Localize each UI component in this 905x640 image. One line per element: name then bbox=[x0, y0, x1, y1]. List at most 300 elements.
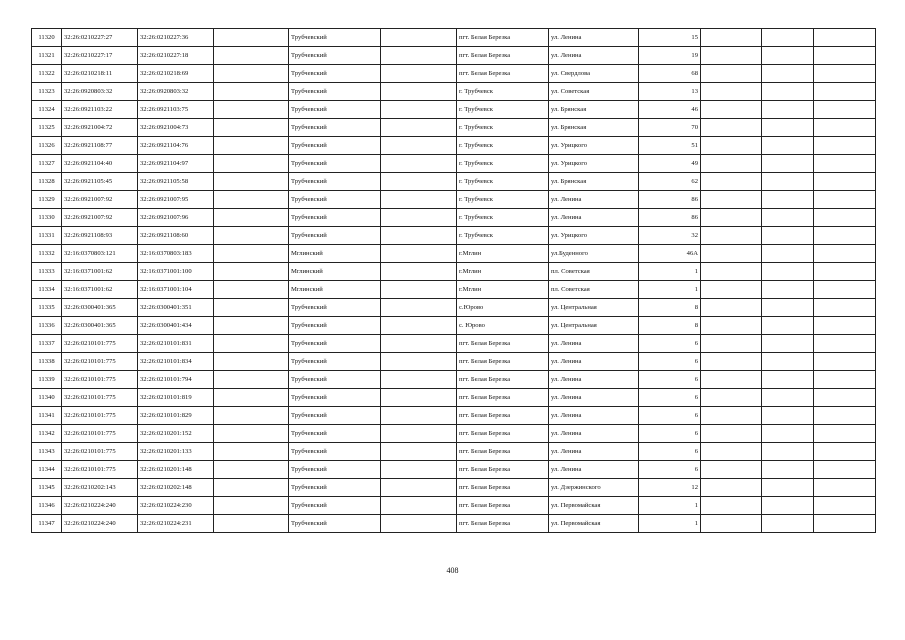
cell-district: Трубчевский bbox=[289, 83, 381, 101]
cell-empty-col bbox=[214, 353, 289, 371]
cell-district: Трубчевский bbox=[289, 101, 381, 119]
cell-district: Мглинский bbox=[289, 263, 381, 281]
cell-house-number: 49 bbox=[639, 155, 701, 173]
table-row bbox=[32, 353, 876, 371]
cell-row-number: 11346 bbox=[32, 497, 62, 515]
cell-empty-col bbox=[214, 119, 289, 137]
cell-row-number: 11343 bbox=[32, 443, 62, 461]
cell-empty-col bbox=[381, 245, 457, 263]
cell-street: ул. Ленина bbox=[549, 389, 639, 407]
cell-district: Трубчевский bbox=[289, 209, 381, 227]
cell-empty-col bbox=[701, 317, 762, 335]
cell-row-number: 11339 bbox=[32, 371, 62, 389]
cell-empty-col bbox=[381, 317, 457, 335]
cell-empty-col bbox=[701, 137, 762, 155]
table-row bbox=[32, 461, 876, 479]
cell-empty-col bbox=[814, 371, 876, 389]
cell-district: Трубчевский bbox=[289, 353, 381, 371]
table-row bbox=[32, 101, 876, 119]
cell-empty-col bbox=[381, 101, 457, 119]
cell-row-number: 11325 bbox=[32, 119, 62, 137]
cell-house-number: 68 bbox=[639, 65, 701, 83]
cell-locality: г.Мглин bbox=[457, 263, 549, 281]
cell-locality: пгт. Белая Березка bbox=[457, 443, 549, 461]
cell-cadastral-number-object: 32:16:0370803:183 bbox=[138, 245, 214, 263]
cell-cadastral-number-parcel: 32:26:0921004:72 bbox=[62, 119, 138, 137]
cell-empty-col bbox=[762, 227, 814, 245]
table-row bbox=[32, 335, 876, 353]
cell-empty-col bbox=[814, 245, 876, 263]
cell-row-number: 11336 bbox=[32, 317, 62, 335]
cell-empty-col bbox=[762, 443, 814, 461]
cell-cadastral-number-parcel: 32:26:0210224:240 bbox=[62, 515, 138, 533]
cell-cadastral-number-object: 32:26:0210202:148 bbox=[138, 479, 214, 497]
cell-empty-col bbox=[814, 263, 876, 281]
cell-cadastral-number-object: 32:26:0210227:36 bbox=[138, 29, 214, 47]
cell-empty-col bbox=[814, 29, 876, 47]
cell-house-number: 6 bbox=[639, 335, 701, 353]
cell-locality: г.Мглин bbox=[457, 245, 549, 263]
cell-empty-col bbox=[381, 353, 457, 371]
cell-cadastral-number-parcel: 32:26:0921103:22 bbox=[62, 101, 138, 119]
cell-street: ул. Ленина bbox=[549, 461, 639, 479]
cell-row-number: 11341 bbox=[32, 407, 62, 425]
cell-empty-col bbox=[381, 173, 457, 191]
cell-empty-col bbox=[762, 155, 814, 173]
cell-empty-col bbox=[814, 353, 876, 371]
cell-empty-col bbox=[214, 389, 289, 407]
cell-cadastral-number-object: 32:26:0210101:819 bbox=[138, 389, 214, 407]
table-row bbox=[32, 29, 876, 47]
table-row bbox=[32, 83, 876, 101]
cell-empty-col bbox=[701, 335, 762, 353]
cell-locality: пгт. Белая Березка bbox=[457, 47, 549, 65]
cell-empty-col bbox=[762, 173, 814, 191]
cell-empty-col bbox=[214, 299, 289, 317]
cell-cadastral-number-parcel: 32:26:0300401:365 bbox=[62, 299, 138, 317]
cell-empty-col bbox=[214, 443, 289, 461]
cell-empty-col bbox=[381, 515, 457, 533]
cell-row-number: 11328 bbox=[32, 173, 62, 191]
cell-empty-col bbox=[381, 479, 457, 497]
cell-empty-col bbox=[814, 281, 876, 299]
table-row bbox=[32, 119, 876, 137]
cell-locality: г. Трубчевск bbox=[457, 83, 549, 101]
cell-empty-col bbox=[381, 227, 457, 245]
cell-street: ул. Ленина bbox=[549, 371, 639, 389]
cell-empty-col bbox=[214, 245, 289, 263]
registry-table bbox=[31, 28, 876, 533]
cell-empty-col bbox=[381, 371, 457, 389]
cell-empty-col bbox=[701, 281, 762, 299]
cell-house-number: 8 bbox=[639, 317, 701, 335]
cell-street: ул. Центральная bbox=[549, 317, 639, 335]
cell-district: Трубчевский bbox=[289, 227, 381, 245]
cell-empty-col bbox=[814, 65, 876, 83]
cell-street: ул. Первомайская bbox=[549, 497, 639, 515]
cell-empty-col bbox=[814, 209, 876, 227]
cell-empty-col bbox=[762, 191, 814, 209]
cell-empty-col bbox=[381, 425, 457, 443]
cell-street: ул. Урицкого bbox=[549, 155, 639, 173]
cell-street: ул. Урицкого bbox=[549, 137, 639, 155]
cell-empty-col bbox=[814, 83, 876, 101]
cell-locality: пгт. Белая Березка bbox=[457, 479, 549, 497]
cell-empty-col bbox=[381, 155, 457, 173]
cell-empty-col bbox=[701, 425, 762, 443]
cell-locality: пгт. Белая Березка bbox=[457, 335, 549, 353]
table-row bbox=[32, 173, 876, 191]
cell-row-number: 11324 bbox=[32, 101, 62, 119]
cell-empty-col bbox=[381, 299, 457, 317]
cell-district: Мглинский bbox=[289, 281, 381, 299]
cell-empty-col bbox=[701, 209, 762, 227]
cell-row-number: 11342 bbox=[32, 425, 62, 443]
cell-empty-col bbox=[381, 497, 457, 515]
cell-cadastral-number-object: 32:26:0210201:148 bbox=[138, 461, 214, 479]
cell-house-number: 8 bbox=[639, 299, 701, 317]
cell-street: пл. Советская bbox=[549, 281, 639, 299]
cell-cadastral-number-object: 32:26:0921007:96 bbox=[138, 209, 214, 227]
cell-empty-col bbox=[214, 47, 289, 65]
cell-empty-col bbox=[701, 65, 762, 83]
cell-empty-col bbox=[814, 299, 876, 317]
cell-empty-col bbox=[814, 191, 876, 209]
cell-empty-col bbox=[214, 191, 289, 209]
table-row bbox=[32, 227, 876, 245]
cell-empty-col bbox=[701, 497, 762, 515]
cell-row-number: 11320 bbox=[32, 29, 62, 47]
cell-empty-col bbox=[762, 47, 814, 65]
cell-empty-col bbox=[762, 335, 814, 353]
cell-district: Трубчевский bbox=[289, 29, 381, 47]
cell-locality: пгт. Белая Березка bbox=[457, 389, 549, 407]
cell-cadastral-number-parcel: 32:16:0371001:62 bbox=[62, 281, 138, 299]
cell-district: Трубчевский bbox=[289, 137, 381, 155]
cell-empty-col bbox=[814, 227, 876, 245]
cell-cadastral-number-object: 32:26:0210224:230 bbox=[138, 497, 214, 515]
cell-district: Трубчевский bbox=[289, 317, 381, 335]
table-row bbox=[32, 389, 876, 407]
cell-cadastral-number-parcel: 32:16:0370803:121 bbox=[62, 245, 138, 263]
cell-empty-col bbox=[814, 407, 876, 425]
table-body bbox=[32, 29, 876, 533]
cell-cadastral-number-parcel: 32:26:0210101:775 bbox=[62, 425, 138, 443]
cell-house-number: 6 bbox=[639, 461, 701, 479]
cell-row-number: 11337 bbox=[32, 335, 62, 353]
cell-empty-col bbox=[762, 371, 814, 389]
cell-empty-col bbox=[762, 29, 814, 47]
table-row bbox=[32, 515, 876, 533]
table-row bbox=[32, 407, 876, 425]
table-row bbox=[32, 209, 876, 227]
cell-empty-col bbox=[701, 263, 762, 281]
cell-empty-col bbox=[762, 389, 814, 407]
cell-empty-col bbox=[381, 47, 457, 65]
cell-empty-col bbox=[214, 479, 289, 497]
cell-empty-col bbox=[214, 101, 289, 119]
cell-district: Трубчевский bbox=[289, 155, 381, 173]
cell-empty-col bbox=[762, 299, 814, 317]
cell-empty-col bbox=[214, 281, 289, 299]
cell-street: ул.Буденного bbox=[549, 245, 639, 263]
table-row bbox=[32, 371, 876, 389]
cell-empty-col bbox=[814, 461, 876, 479]
cell-empty-col bbox=[814, 479, 876, 497]
cell-locality: г. Трубчевск bbox=[457, 101, 549, 119]
cell-empty-col bbox=[814, 173, 876, 191]
cell-district: Трубчевский bbox=[289, 371, 381, 389]
cell-cadastral-number-object: 32:26:0210101:829 bbox=[138, 407, 214, 425]
cell-cadastral-number-parcel: 32:16:0371001:62 bbox=[62, 263, 138, 281]
cell-empty-col bbox=[814, 425, 876, 443]
cell-empty-col bbox=[814, 317, 876, 335]
cell-cadastral-number-parcel: 32:26:0921007:92 bbox=[62, 209, 138, 227]
registry-sheet bbox=[31, 28, 876, 533]
cell-house-number: 62 bbox=[639, 173, 701, 191]
cell-house-number: 15 bbox=[639, 29, 701, 47]
cell-cadastral-number-object: 32:26:0921105:58 bbox=[138, 173, 214, 191]
cell-house-number: 46А bbox=[639, 245, 701, 263]
cell-cadastral-number-parcel: 32:26:0210101:775 bbox=[62, 353, 138, 371]
cell-cadastral-number-parcel: 32:26:0210202:143 bbox=[62, 479, 138, 497]
cell-empty-col bbox=[762, 119, 814, 137]
cell-empty-col bbox=[701, 245, 762, 263]
cell-street: ул. Ленина bbox=[549, 407, 639, 425]
cell-empty-col bbox=[814, 155, 876, 173]
cell-empty-col bbox=[214, 497, 289, 515]
cell-empty-col bbox=[814, 497, 876, 515]
cell-cadastral-number-parcel: 32:26:0210101:775 bbox=[62, 335, 138, 353]
cell-empty-col bbox=[701, 407, 762, 425]
cell-empty-col bbox=[214, 263, 289, 281]
cell-cadastral-number-parcel: 32:26:0920803:32 bbox=[62, 83, 138, 101]
cell-house-number: 86 bbox=[639, 191, 701, 209]
cell-row-number: 11330 bbox=[32, 209, 62, 227]
cell-empty-col bbox=[381, 137, 457, 155]
table-row bbox=[32, 137, 876, 155]
cell-empty-col bbox=[214, 173, 289, 191]
cell-house-number: 6 bbox=[639, 443, 701, 461]
cell-locality: г.Мглин bbox=[457, 281, 549, 299]
cell-district: Трубчевский bbox=[289, 119, 381, 137]
cell-street: ул. Ленина bbox=[549, 29, 639, 47]
cell-empty-col bbox=[762, 425, 814, 443]
cell-district: Трубчевский bbox=[289, 173, 381, 191]
cell-locality: пгт. Белая Березка bbox=[457, 371, 549, 389]
cell-house-number: 6 bbox=[639, 425, 701, 443]
cell-empty-col bbox=[381, 83, 457, 101]
cell-empty-col bbox=[762, 245, 814, 263]
cell-house-number: 86 bbox=[639, 209, 701, 227]
cell-empty-col bbox=[762, 497, 814, 515]
cell-empty-col bbox=[381, 29, 457, 47]
cell-district: Трубчевский bbox=[289, 47, 381, 65]
cell-empty-col bbox=[381, 443, 457, 461]
cell-district: Трубчевский bbox=[289, 461, 381, 479]
cell-empty-col bbox=[814, 119, 876, 137]
cell-empty-col bbox=[214, 317, 289, 335]
cell-empty-col bbox=[381, 209, 457, 227]
cell-street: ул. Дзержинского bbox=[549, 479, 639, 497]
cell-house-number: 13 bbox=[639, 83, 701, 101]
page-number: 408 bbox=[446, 566, 459, 575]
cell-cadastral-number-object: 32:26:0921007:95 bbox=[138, 191, 214, 209]
cell-row-number: 11338 bbox=[32, 353, 62, 371]
cell-cadastral-number-object: 32:26:0921004:73 bbox=[138, 119, 214, 137]
cell-cadastral-number-object: 32:26:0300401:434 bbox=[138, 317, 214, 335]
cell-empty-col bbox=[762, 137, 814, 155]
cell-house-number: 51 bbox=[639, 137, 701, 155]
cell-empty-col bbox=[701, 191, 762, 209]
cell-locality: пгт. Белая Березка bbox=[457, 461, 549, 479]
cell-locality: пгт. Белая Березка bbox=[457, 425, 549, 443]
cell-locality: г. Трубчевск bbox=[457, 191, 549, 209]
cell-house-number: 1 bbox=[639, 263, 701, 281]
cell-house-number: 6 bbox=[639, 353, 701, 371]
cell-empty-col bbox=[701, 443, 762, 461]
cell-empty-col bbox=[214, 227, 289, 245]
cell-empty-col bbox=[701, 515, 762, 533]
cell-district: Трубчевский bbox=[289, 191, 381, 209]
cell-cadastral-number-parcel: 32:26:0921108:77 bbox=[62, 137, 138, 155]
cell-cadastral-number-parcel: 32:26:0210101:775 bbox=[62, 407, 138, 425]
cell-row-number: 11327 bbox=[32, 155, 62, 173]
cell-empty-col bbox=[701, 29, 762, 47]
cell-empty-col bbox=[814, 515, 876, 533]
cell-row-number: 11335 bbox=[32, 299, 62, 317]
cell-empty-col bbox=[762, 281, 814, 299]
cell-empty-col bbox=[762, 515, 814, 533]
cell-row-number: 11332 bbox=[32, 245, 62, 263]
cell-street: ул. Урицкого bbox=[549, 227, 639, 245]
cell-empty-col bbox=[701, 353, 762, 371]
cell-cadastral-number-parcel: 32:26:0210224:240 bbox=[62, 497, 138, 515]
cell-empty-col bbox=[814, 47, 876, 65]
cell-row-number: 11340 bbox=[32, 389, 62, 407]
cell-cadastral-number-object: 32:26:0921104:76 bbox=[138, 137, 214, 155]
cell-street: ул. Брянская bbox=[549, 101, 639, 119]
cell-cadastral-number-parcel: 32:26:0921104:40 bbox=[62, 155, 138, 173]
cell-empty-col bbox=[214, 83, 289, 101]
table-row bbox=[32, 425, 876, 443]
cell-cadastral-number-object: 32:26:0210218:69 bbox=[138, 65, 214, 83]
cell-cadastral-number-object: 32:26:0300401:351 bbox=[138, 299, 214, 317]
cell-cadastral-number-parcel: 32:26:0210227:27 bbox=[62, 29, 138, 47]
cell-locality: г. Трубчевск bbox=[457, 173, 549, 191]
cell-empty-col bbox=[762, 461, 814, 479]
cell-row-number: 11347 bbox=[32, 515, 62, 533]
cell-empty-col bbox=[814, 443, 876, 461]
table-row bbox=[32, 155, 876, 173]
cell-locality: пгт. Белая Березка bbox=[457, 29, 549, 47]
cell-empty-col bbox=[814, 335, 876, 353]
cell-locality: г. Трубчевск bbox=[457, 227, 549, 245]
cell-empty-col bbox=[701, 101, 762, 119]
cell-empty-col bbox=[762, 83, 814, 101]
cell-locality: с. Юрово bbox=[457, 317, 549, 335]
cell-cadastral-number-parcel: 32:26:0921105:45 bbox=[62, 173, 138, 191]
cell-street: пл. Советская bbox=[549, 263, 639, 281]
cell-row-number: 11344 bbox=[32, 461, 62, 479]
table-row bbox=[32, 263, 876, 281]
cell-cadastral-number-parcel: 32:26:0210101:775 bbox=[62, 371, 138, 389]
cell-district: Трубчевский bbox=[289, 479, 381, 497]
cell-cadastral-number-object: 32:26:0921104:97 bbox=[138, 155, 214, 173]
cell-empty-col bbox=[381, 191, 457, 209]
cell-empty-col bbox=[701, 461, 762, 479]
cell-empty-col bbox=[701, 299, 762, 317]
cell-row-number: 11322 bbox=[32, 65, 62, 83]
cell-cadastral-number-parcel: 32:26:0210218:11 bbox=[62, 65, 138, 83]
cell-house-number: 32 bbox=[639, 227, 701, 245]
cell-row-number: 11331 bbox=[32, 227, 62, 245]
cell-cadastral-number-object: 32:26:0210201:152 bbox=[138, 425, 214, 443]
cell-empty-col bbox=[381, 407, 457, 425]
cell-locality: с.Юрово bbox=[457, 299, 549, 317]
cell-street: ул. Советская bbox=[549, 83, 639, 101]
cell-cadastral-number-object: 32:26:0210101:794 bbox=[138, 371, 214, 389]
cell-empty-col bbox=[214, 515, 289, 533]
cell-empty-col bbox=[701, 155, 762, 173]
cell-street: ул. Ленина bbox=[549, 443, 639, 461]
table-row bbox=[32, 245, 876, 263]
cell-row-number: 11321 bbox=[32, 47, 62, 65]
cell-house-number: 6 bbox=[639, 389, 701, 407]
cell-cadastral-number-object: 32:26:0210224:231 bbox=[138, 515, 214, 533]
cell-empty-col bbox=[814, 389, 876, 407]
cell-locality: г. Трубчевск bbox=[457, 137, 549, 155]
cell-house-number: 46 bbox=[639, 101, 701, 119]
cell-district: Мглинский bbox=[289, 245, 381, 263]
cell-cadastral-number-object: 32:26:0921103:75 bbox=[138, 101, 214, 119]
cell-empty-col bbox=[701, 119, 762, 137]
cell-locality: пгт. Белая Березка bbox=[457, 497, 549, 515]
cell-empty-col bbox=[762, 353, 814, 371]
cell-empty-col bbox=[701, 479, 762, 497]
cell-empty-col bbox=[214, 155, 289, 173]
cell-empty-col bbox=[762, 101, 814, 119]
cell-row-number: 11334 bbox=[32, 281, 62, 299]
cell-empty-col bbox=[762, 65, 814, 83]
cell-cadastral-number-object: 32:26:0210101:831 bbox=[138, 335, 214, 353]
cell-locality: г. Трубчевск bbox=[457, 119, 549, 137]
cell-empty-col bbox=[762, 407, 814, 425]
cell-empty-col bbox=[214, 209, 289, 227]
cell-empty-col bbox=[214, 65, 289, 83]
cell-district: Трубчевский bbox=[289, 425, 381, 443]
cell-cadastral-number-object: 32:26:0920803:32 bbox=[138, 83, 214, 101]
cell-district: Трубчевский bbox=[289, 65, 381, 83]
cell-row-number: 11345 bbox=[32, 479, 62, 497]
cell-district: Трубчевский bbox=[289, 497, 381, 515]
cell-empty-col bbox=[214, 425, 289, 443]
cell-empty-col bbox=[701, 173, 762, 191]
cell-row-number: 11326 bbox=[32, 137, 62, 155]
cell-cadastral-number-parcel: 32:26:0210101:775 bbox=[62, 443, 138, 461]
cell-street: ул. Ленина bbox=[549, 191, 639, 209]
cell-district: Трубчевский bbox=[289, 335, 381, 353]
cell-empty-col bbox=[214, 371, 289, 389]
cell-cadastral-number-object: 32:16:0371001:100 bbox=[138, 263, 214, 281]
cell-empty-col bbox=[762, 479, 814, 497]
cell-house-number: 1 bbox=[639, 515, 701, 533]
cell-house-number: 1 bbox=[639, 281, 701, 299]
cell-street: ул. Ленина bbox=[549, 425, 639, 443]
cell-row-number: 11329 bbox=[32, 191, 62, 209]
cell-row-number: 11333 bbox=[32, 263, 62, 281]
cell-empty-col bbox=[814, 137, 876, 155]
